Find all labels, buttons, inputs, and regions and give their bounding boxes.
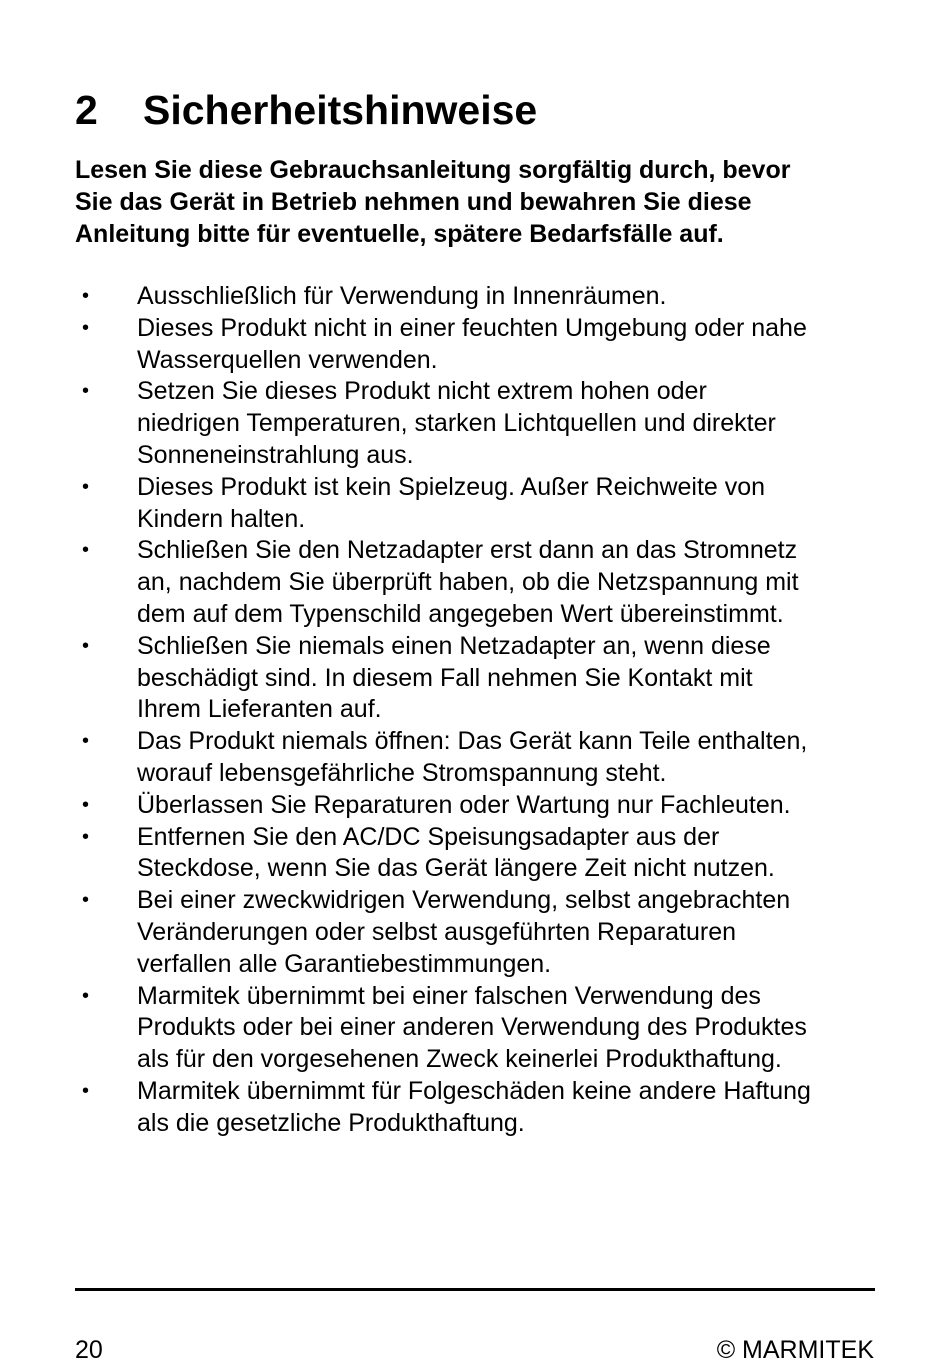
bullet-icon: •: [82, 984, 90, 1007]
list-item-text: Schließen Sie niemals einen Netzadapter an, wenn diese beschädigt sind. In diesem Fall nehmen Sie Kontakt mit Ihrem Lieferanten auf.: [137, 631, 771, 724]
list-item: [75, 981, 875, 1076]
list-item-text: Bei einer zweckwidrigen Verwendung, selbst angebrachten Veränderungen oder selbst ausgeführten Reparaturen verfallen alle Garantiebestimmungen.: [137, 886, 791, 978]
intro-paragraph: Lesen Sie diese Gebrauchsanleitung sorgfältig durch, bevor Sie das Gerät in Betrieb nehmen und bewahren Sie diese Anleitung bitte für eventuelle, spätere Bedarfsfälle auf.: [75, 156, 791, 248]
list-item-text: Marmitek übernimmt bei einer falschen Verwendung des Produkts oder bei einer anderen Verwendung des Produktes als für den vorgesehenen Zweck keinerlei Produkthaftung.: [137, 981, 807, 1074]
list-item: [75, 726, 875, 790]
list-item: [75, 790, 875, 822]
list-item-text: Dieses Produkt nicht in einer feuchten Umgebung oder nahe Wasserquellen verwenden.: [137, 313, 807, 374]
list-item-text: Entfernen Sie den AC/DC Speisungsadapter aus der Steckdose, wenn Sie das Gerät längere Zeit nicht nutzen.: [137, 822, 775, 883]
section-heading: [75, 86, 537, 134]
bullet-icon: •: [82, 793, 90, 816]
list-item-text: Marmitek übernimmt für Folgeschäden keine andere Haftung als die gesetzliche Produkthaftung.: [137, 1076, 811, 1137]
bullet-icon: •: [82, 539, 90, 562]
list-item: [75, 631, 875, 726]
safety-list: [75, 281, 875, 1140]
bullet-icon: •: [82, 889, 90, 912]
list-item-text: Das Produkt niemals öffnen: Das Gerät kann Teile enthalten, worauf lebensgefährliche Stromspannung steht.: [137, 727, 808, 787]
bullet-icon: •: [82, 634, 90, 657]
list-item-text: Überlassen Sie Reparaturen oder Wartung nur Fachleuten.: [137, 790, 791, 819]
list-item-text: Ausschließlich für Verwendung in Innenräumen.: [137, 282, 667, 310]
list-item-text: Dieses Produkt ist kein Spielzeug. Außer Reichweite von Kindern halten.: [137, 472, 766, 533]
list-item: [75, 472, 875, 536]
list-item: [75, 822, 875, 886]
list-item-text: Schließen Sie den Netzadapter erst dann an das Stromnetz an, nachdem Sie überprüft haben, ob die Netzspannung mit dem auf dem Typenschild angegeben Wert übereinstimmt.: [137, 536, 799, 628]
bullet-icon: •: [82, 285, 90, 307]
list-item-text: Setzen Sie dieses Produkt nicht extrem hohen oder niedrigen Temperaturen, starken Lichtquellen und direkter Sonneneinstrahlung aus.: [137, 377, 776, 469]
list-item: [75, 281, 875, 313]
bullet-icon: •: [82, 316, 90, 339]
list-item: [75, 535, 875, 630]
section-title: Sicherheitshinweise: [143, 87, 538, 133]
section-number: 2: [75, 87, 98, 133]
bullet-icon: •: [82, 475, 90, 498]
bullet-icon: •: [82, 380, 90, 403]
bullet-icon: •: [82, 825, 90, 848]
list-item: [75, 376, 875, 471]
copyright-notice: © MARMITEK: [716, 1336, 874, 1364]
bullet-icon: •: [82, 1079, 90, 1102]
list-item: [75, 1076, 875, 1140]
page-number: 20: [75, 1336, 103, 1364]
footer-divider: [75, 1288, 875, 1291]
bullet-icon: •: [82, 730, 90, 753]
list-item: [75, 885, 875, 980]
list-item: [75, 313, 875, 377]
